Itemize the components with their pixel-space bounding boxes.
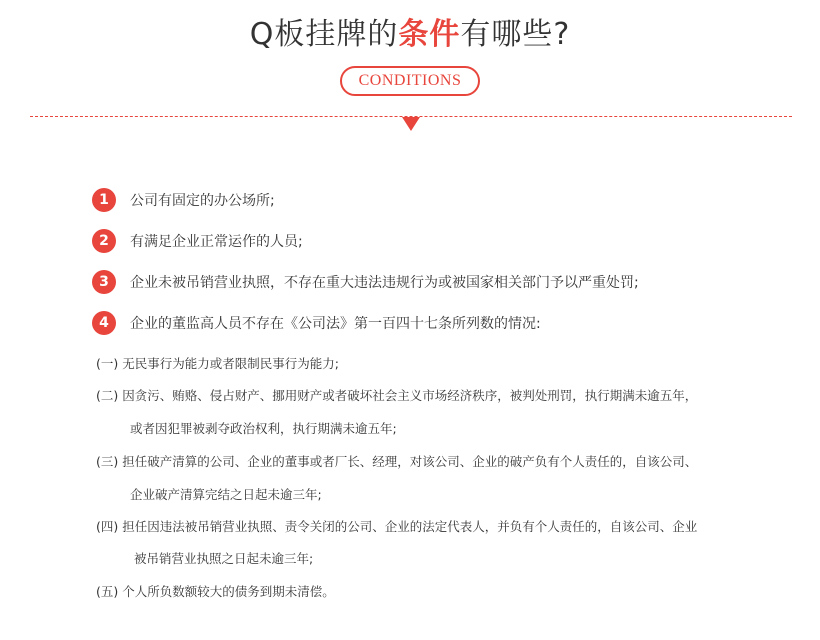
page-title	[0, 14, 820, 56]
condition-text: 有满足企业正常运作的人员;	[130, 234, 303, 250]
condition-item-3	[92, 270, 639, 294]
sub-item-2-line-2: 或者因犯罪被剥夺政治权利，执行期满未逾五年;	[130, 421, 397, 436]
number-badge: 4	[92, 311, 116, 335]
title-accent: 条件	[398, 17, 461, 52]
down-arrow-icon	[402, 117, 420, 131]
sub-item-4-line-1: (四) 担任因违法被吊销营业执照、责令关闭的公司、企业的法定代表人，并负有个人责任的，自该公司、企业	[96, 519, 698, 534]
sub-item-3-line-1: (三) 担任破产清算的公司、企业的董事或者厂长、经理，对该公司、企业的破产负有个人责任的，自该公司、	[96, 454, 698, 469]
condition-text: 企业的董监高人员不存在《公司法》第一百四十七条所列数的情况:	[130, 316, 541, 332]
conditions-badge: CONDITIONS	[340, 66, 480, 96]
sub-item-5-line-1: (五) 个人所负数额较大的债务到期未清偿。	[96, 584, 335, 599]
number-badge: 2	[92, 229, 116, 253]
condition-item-2	[92, 229, 303, 253]
condition-item-1	[92, 188, 275, 212]
sub-item-4-line-2: 被吊销营业执照之日起未逾三年;	[134, 551, 314, 566]
sub-item-2-line-1: (二) 因贪污、贿赂、侵占财产、挪用财产或者破坏社会主义市场经济秩序，被判处刑罚，执行期满未逾五年，	[96, 388, 698, 403]
title-suffix: 有哪些?	[460, 17, 571, 52]
sub-item-1-line-1: (一) 无民事行为能力或者限制民事行为能力;	[96, 356, 339, 371]
condition-item-4	[92, 311, 541, 335]
condition-text: 企业未被吊销营业执照，不存在重大违法违规行为或被国家相关部门予以严重处罚;	[130, 275, 639, 291]
number-badge: 3	[92, 270, 116, 294]
number-badge: 1	[92, 188, 116, 212]
sub-item-3-line-2: 企业破产清算完结之日起未逾三年;	[130, 487, 322, 502]
condition-text: 公司有固定的办公场所;	[130, 193, 275, 209]
title-prefix: Q板挂牌的	[249, 17, 399, 52]
